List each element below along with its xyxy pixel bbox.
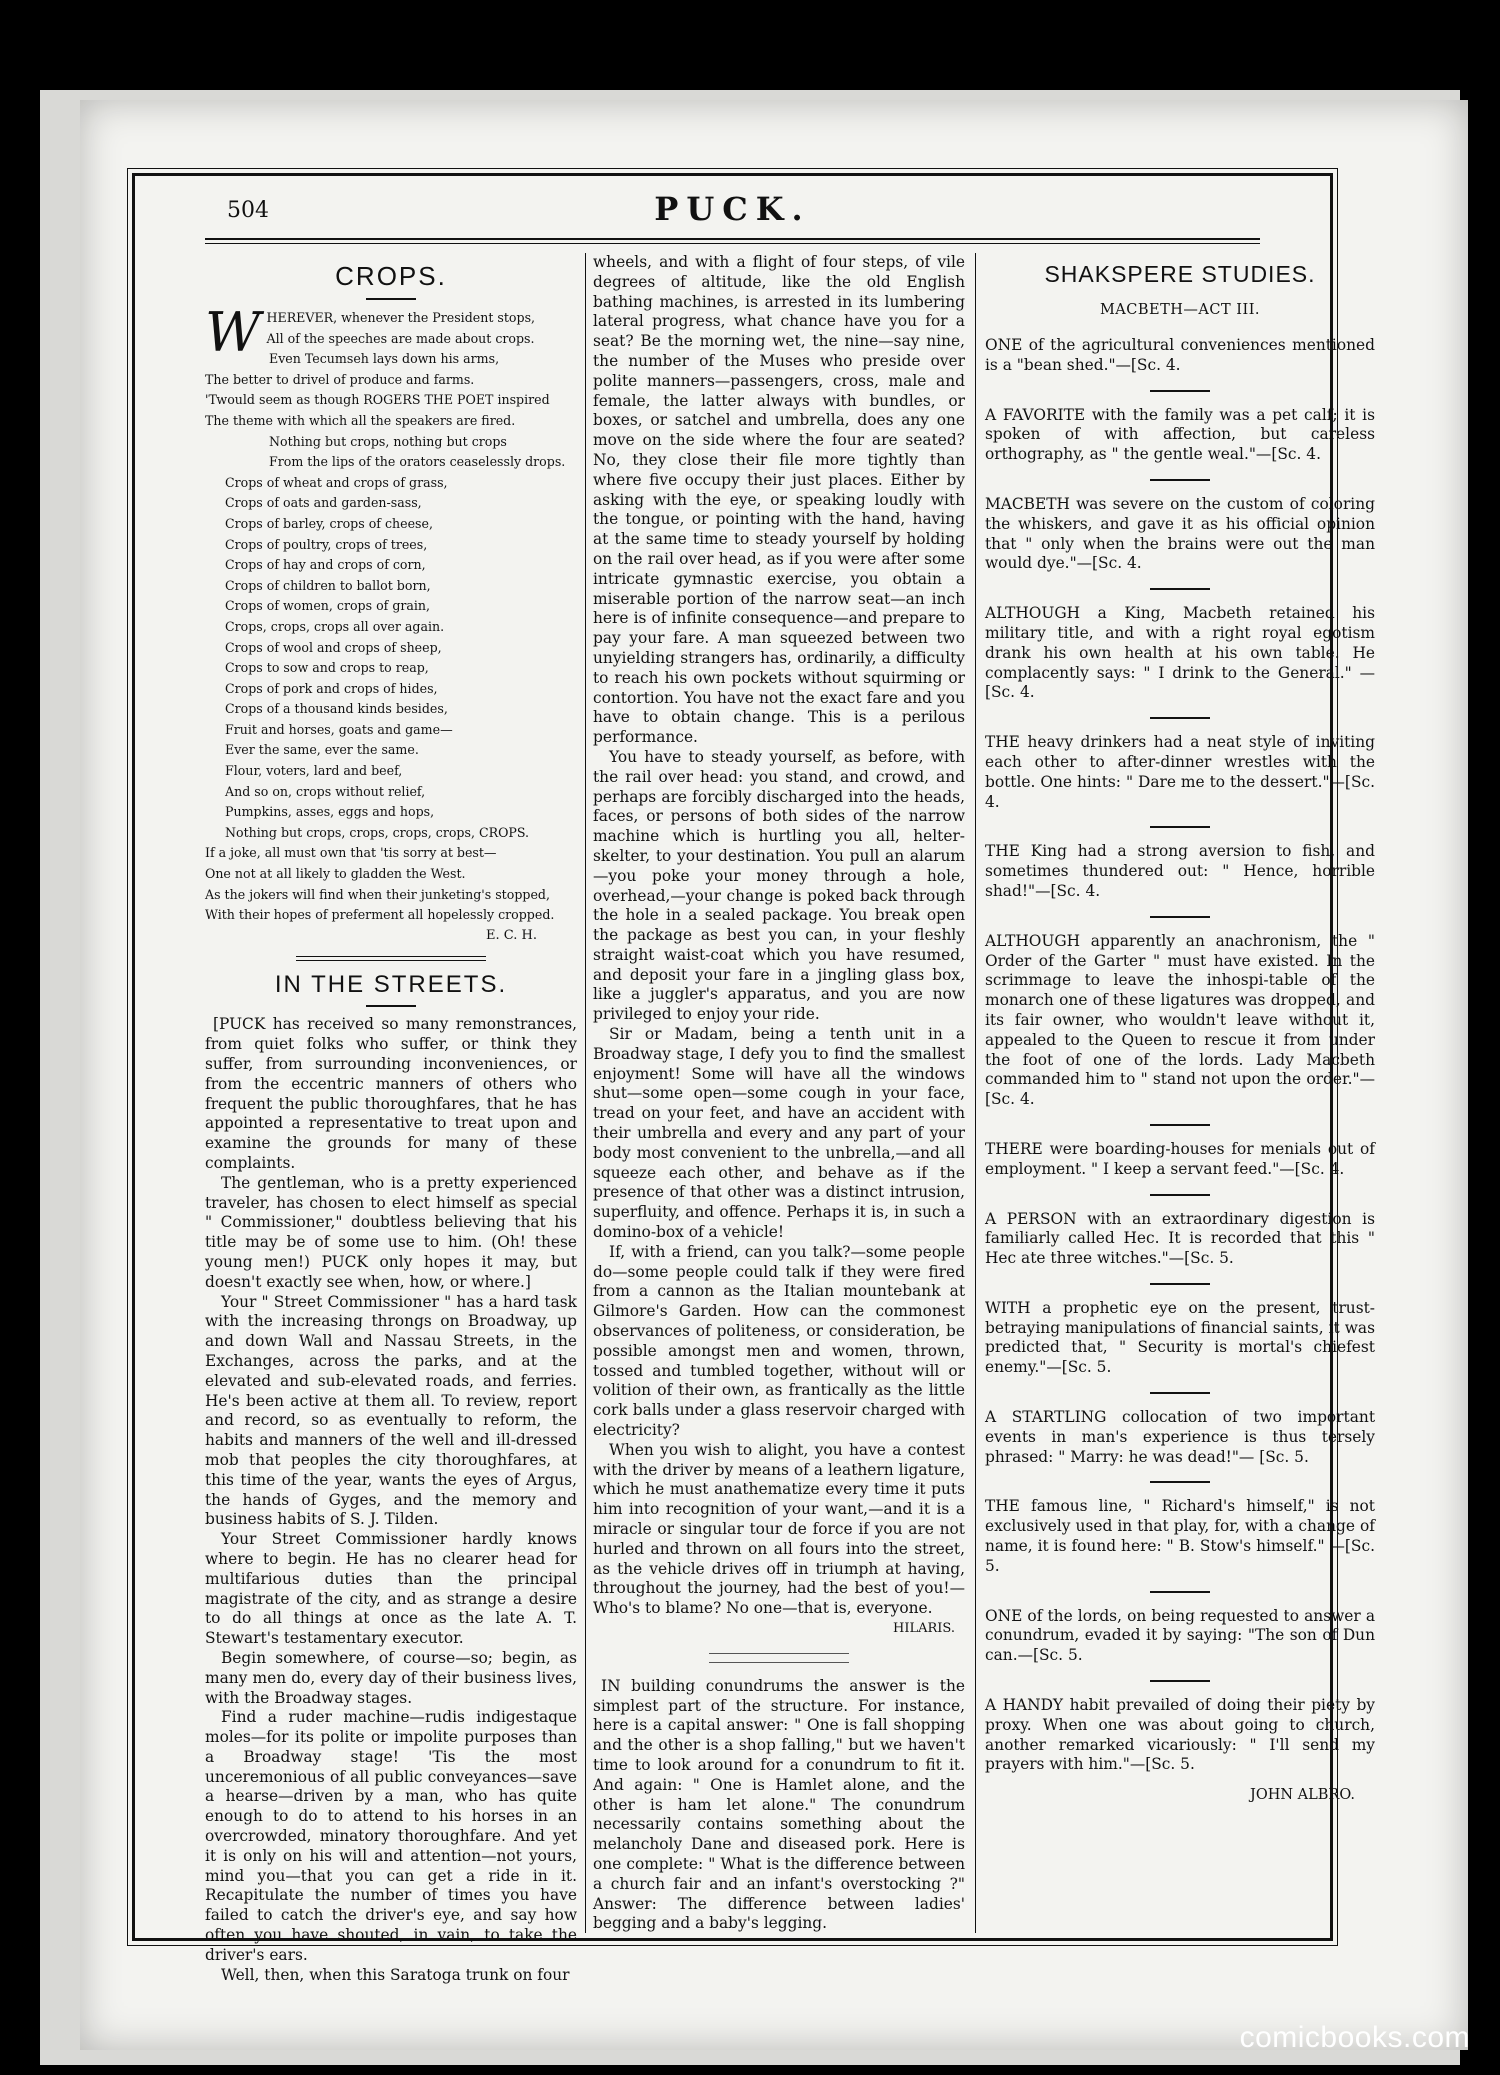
article-paragraph: [PUCK has received so many remonstrances, from quiet folks who suffer, or think they suffer, from surrounding inconveniences, or from the eccentric manners of others who frequent the public thoroughfares, that he has appointed a representative to treat upon and examine the grounds for many of these complaints. [205,1015,577,1172]
article-paragraph: Find a ruder machine—rudis indigestaque moles—for its polite or impolite purposes than a Broadway stage! 'Tis the most unceremonious of all public conveyances—save a hearse—driven by a man, who has quite enough to do to attend to his horses in an overcrowded, minatory thoroughfare. And yet it is only on his will and attention—not yours, mind you—that you can get a ride in it. Recapitulate the number of times you have failed to catch the driver's eye, and say how often you have shouted, in vain, to take the driver's ears. [205,1708,577,1964]
article-paragraph: wheels, and with a flight of four steps, of vile degrees of altitude, like the old English bathing machines, is arrested in its lumbering lateral progress, what chance have you for a seat? Be the morning wet, the nine—say nine, the number of the Muses who preside over polite manners—passengers, cross, male and female, the latter always with bundles, or boxes, or satchel and umbrella, does any one move on the side where the four are seated? No, they close their file more tightly than where five occupy their just places. Either by asking with the eye, or speaking loudly with the tongue, or pointing with the hand, having at the same time to steady yourself by holding on the rail over head, as if you were after some intricate gymnastic exercise, you obtain a miserable portion of the narrow seat—an inch here is of infinite consequence—and prepare to pay your fare. A man squeezed between two unyielding strangers has, ordinarily, a difficulty to reach his own pockets without squirming or contortion. You have not the exact fare and you have to obtain change. This is a perilous performance. [593,253,965,747]
title-rule [366,298,416,300]
item-lead: A FAVORITE [985,405,1086,424]
conundrums-article [593,1677,965,1934]
article-paragraph: You have to steady yourself, as before, with the rail over head: you stand, and crowd, and perhaps are forcibly discharged into the heads, faces, or persons of both sides of the narrow machine which is hurtling you all, helter-skelter, to your destination. You pull an alarum—you poke your money through a hole, overhead,—your change is poked back through the hole in a sealed package. You break open the package as best you can, in your fleshly straight waist-coat which you have resumed, and deposit your fare in a jingling glass box, like a juggler's apparatus, and you are now privileged to enjoy your ride. [593,747,965,1024]
item-separator [1150,916,1210,918]
item-lead: A PERSON [985,1209,1077,1228]
item-lead: WITH [985,1298,1031,1317]
shakspere-item [985,1497,1375,1576]
item-lead: THERE [985,1139,1043,1158]
header-rule [205,238,1260,240]
item-lead: THE [985,733,1020,752]
shakspere-item [985,733,1375,812]
item-separator [1150,1124,1210,1126]
item-text: were boarding-houses for menials out of employment. " I keep a servant feed."—[Sc. 4. [985,1139,1375,1178]
item-separator [1150,1591,1210,1593]
header-rule-thin [205,243,1260,244]
poem-line: The theme with which all the speakers are fired. [205,412,516,428]
poem-line: Crops of wool and crops of sheep, [225,639,442,655]
poem-line: Nothing but crops, nothing but crops [269,433,507,449]
shakspere-item [985,1299,1375,1378]
article-paragraph: When you wish to alight, you have a contest with the driver by means of a leathern ligature, which he must anathematize every time it puts him into recognition of your want,—and it is a miracle or singular tour de force if you are not hurled and thrown on all fours into the street, as the vehicle drives off in triumph at having, throughout the journey, had the best of you!—Who's to blame? No one—that is, everyone. [593,1440,965,1618]
item-text: a prophetic eye on the present, trust-betraying manipulations of financial saints, it was predicted that, " Security is mortal's chiefest enemy."—[Sc. 5. [985,1298,1375,1377]
item-lead: A STARTLING [985,1408,1107,1427]
poem-line: Crops of wheat and crops of grass, [225,474,448,490]
item-separator [1150,588,1210,590]
shakspere-subtitle: MACBETH—ACT III. [1099,302,1261,318]
shakspere-items [985,336,1375,1775]
article-paragraph: If, with a friend, can you talk?—some people do—some people could talk if they were fired from a cannon as the Italian mountebank at Gilmore's Garden. How can the commonest observances of politeness, or consideration, be possible amongst men and women, thrown, tossed and tumbled together, without will or volition of their own, as frantically as the little cork balls under a glass reservoir charged with electricity? [593,1242,965,1440]
streets-article-continued [593,253,965,1639]
section-divider [709,1653,849,1663]
column-right [985,253,1375,1803]
shakspere-item [985,495,1375,574]
item-text: heavy drinkers had a neat style of inviting each other to after-dinner wrestles with the bottle. One hints: " Dare me to the dessert."—[Sc. 4. [985,733,1375,811]
shakspere-item [985,1140,1375,1180]
poem-line: Fruit and horses, goats and game— [225,721,453,737]
item-text: with an extraordinary digestion is familiarly called Hec. It is recorded that this " Hec ate three witches."—[Sc. 5. [985,1209,1375,1268]
crops-title: CROPS. [335,261,447,291]
poem-line: Nothing but crops, crops, crops, crops, CROPS. [225,824,530,840]
poem-line: 'Twould seem as though ROGERS THE POET inspired [205,392,550,408]
item-text: habit prevailed of doing their piety by proxy. When one was about going to church, another remarked vicariously: " I'll send my prayers with him."—[Sc. 5. [985,1696,1375,1774]
item-separator [1150,390,1210,392]
streets-signature: HILARIS. [893,1620,955,1636]
item-lead: ALTHOUGH [985,931,1081,950]
item-lead: THE [985,842,1020,861]
poem-line: The better to drivel of produce and farms. [205,371,475,387]
crops-signature: E. C. H. [486,927,537,943]
shakspere-item [985,1607,1375,1666]
column-middle [593,253,965,1934]
item-text: collocation of two important events in man's experience is thus tersely phrased: " Marry: he was dead!"— [Sc. 5. [985,1408,1375,1466]
dropcap: W [205,301,261,364]
item-text: King had a strong aversion to fish, and sometimes thundered out: " Hence, horrible shad!"—[Sc. 4. [985,842,1375,900]
item-text: of the lords, on being requested to answer a conundrum, evaded it by saying: "The son of Dun can.—[Sc. 5. [985,1606,1375,1665]
poem-line: Crops of children to ballot born, [225,577,431,593]
shakspere-item [985,406,1375,465]
poem-line: If a joke, all must own that 'tis sorry at best— [205,845,497,861]
poem-line: From the lips of the orators ceaselessly drops. [269,454,566,470]
article-paragraph: Begin somewhere, of course—so; begin, as many men do, every day of their business lives, with the Broadway stages. [205,1648,577,1707]
shakspere-item [985,1696,1375,1775]
poem-line: Crops of oats and garden-sass, [225,495,422,511]
poem-line: And so on, crops without relief, [225,783,426,799]
item-lead: ONE [985,336,1023,354]
poem-line: Crops of barley, crops of cheese, [225,515,433,531]
shakspere-byline: JOHN ALBRO. [1250,1787,1355,1804]
article-paragraph: Your " Street Commissioner " has a hard task with the increasing throngs on Broadway, up and down Wall and Nassau Streets, in the Exchanges, across the parks, and at the elevated and sub-elevated roads, and ferries. He's been active at them all. To review, report and record, so as eventually to reform, the habits and manners of the well and ill-dressed mob that peoples the city thoroughfares, at this time of the year, wants the eyes of Argus, the hands of Gyges, and the memory and business habits of S. J. Tilden. [205,1292,577,1529]
column-divider [975,253,976,1933]
article-paragraph: The gentleman, who is a pretty experienced traveler, has chosen to elect himself as special " Commissioner," doubtless believing that his title may be of some use to him. (Oh! these young men!) PUCK only hopes it may, but doesn't exactly see when, how, or where.] [205,1173,577,1291]
shakspere-item [985,932,1375,1110]
shakspere-item [985,842,1375,901]
article-paragraph: Sir or Madam, being a tenth unit in a Broadway stage, I defy you to find the smallest enjoyment! Some will have all the windows shut—some open—some cough in your face, tread on your feet, and have an accident with their umbrella and every and any part of your body most convenient to the unbrella,—and all squeeze each other, and behave as if the presence of that other was a distinct intrusion, superfluity, and offence. Perhaps it is, in such a domino-box of a vehicle! [593,1025,965,1242]
streets-title: IN THE STREETS. [274,971,508,999]
column-divider [585,253,586,1933]
item-lead: ONE [985,1606,1023,1625]
column-left [205,253,577,1985]
section-divider [296,956,486,961]
article-paragraph: Well, then, when this Saratoga trunk on four [221,1965,570,1984]
item-text: famous line, " Richard's himself," is not exclusively used in that play, for, with a change of name, it is found here: " B. Stow's himself." —[Sc. 5. [985,1497,1375,1575]
poem-line: All of the speeches are made about crops. [266,330,535,346]
poem-line: HEREVER, whenever the President stops, [266,310,536,325]
crops-poem [205,301,577,946]
poem-line: Crops of a thousand kinds besides, [225,701,448,717]
poem-line: Crops, crops, crops all over again. [225,618,445,634]
item-text: with the family was a pet calf; it is spoken of with affection, but careless orthography, as " the gentle weal."—[Sc. 4. [985,405,1375,464]
poem-line: Crops to sow and crops to reap, [225,660,429,676]
shakspere-item [985,1210,1375,1269]
poem-line: Crops of pork and crops of hides, [225,680,438,696]
page-number: 504 [227,198,269,223]
poem-line: One not at all likely to gladden the West. [205,866,466,882]
poem-line: As the jokers will find when their junketing's stopped, [205,886,550,902]
poem-line: Pumpkins, asses, eggs and hops, [225,804,435,820]
shakspere-item [985,604,1375,703]
item-lead: ALTHOUGH [985,604,1081,623]
poem-line: Crops of women, crops of grain, [225,598,431,614]
page-header [135,176,1330,236]
item-separator [1150,479,1210,481]
item-separator [1150,1194,1210,1196]
poem-line: Flour, voters, lard and beef, [225,763,403,779]
masthead: PUCK. [654,190,811,228]
item-text: was severe on the custom of coloring the whiskers, and gave it as his official opinion that " only when the brains were out the man would dye."—[Sc. 4. [985,494,1375,573]
poem-line: Crops of hay and crops of corn, [225,557,426,573]
watermark-text: comicbooks.com [1239,2021,1470,2054]
page-frame [132,173,1375,1984]
item-text: of the agricultural conveniences mentioned is a "bean shed."—[Sc. 4. [985,336,1375,374]
item-separator [1150,1392,1210,1394]
item-separator [1150,717,1210,719]
streets-article [205,1015,577,1985]
item-lead: A HANDY [985,1696,1064,1715]
poem-line: Ever the same, ever the same. [225,742,419,758]
poem-line: With their hopes of preferment all hopelessly cropped. [205,907,555,923]
title-rule [366,1005,416,1007]
shakspere-title: SHAKSPERE STUDIES. [1044,261,1316,287]
shakspere-item [985,1408,1375,1467]
item-separator [1150,826,1210,828]
item-separator [1150,1680,1210,1682]
item-lead: MACBETH [985,494,1070,513]
article-paragraph: IN building conundrums the answer is the simplest part of the structure. For instance, here is a capital answer: " One is fall shopping and the other is a shop falling," but we haven't time to look around for a conundrum to fit it. And again: " One is Hamlet alone, and the other is ham let alone." The conundrum necessarily contains something about the melancholy Dane and diseased pork. Here is one complete: " What is the difference between a church fair and an infant's overstocking ?" Answer: The difference between ladies' begging and a baby's legging. [593,1676,965,1933]
item-separator [1150,1283,1210,1285]
item-lead: THE [985,1497,1020,1516]
shakspere-item [985,336,1375,376]
item-separator [1150,1481,1210,1483]
poem-line: Even Tecumseh lays down his arms, [269,351,500,367]
item-text: apparently an anachronism, the " Order of the Garter " must have existed. In the scrimmage to leave the inhospi-table of the monarch one of these ligatures was dropped, and its fair owner, who wouldn't leave without it, appealed to the Queen to rescue it from under the foot of one of the lords. Lady Macbeth commanded him to " stand not upon the order."—[Sc. 4. [985,931,1375,1109]
item-text: a King, Macbeth retained his military title, and with a right royal egotism drank his own health at his own table. He complacently says: " I drink to the General." —[Sc. 4. [985,604,1375,702]
article-paragraph: Your Street Commissioner hardly knows where to begin. He has no clearer head for multifarious duties than the principal magistrate of the city, and as strange a desire to do all things at once as the late A. T. Stewart's testamentary executor. [205,1530,577,1648]
poem-line: Crops of poultry, crops of trees, [225,536,428,552]
